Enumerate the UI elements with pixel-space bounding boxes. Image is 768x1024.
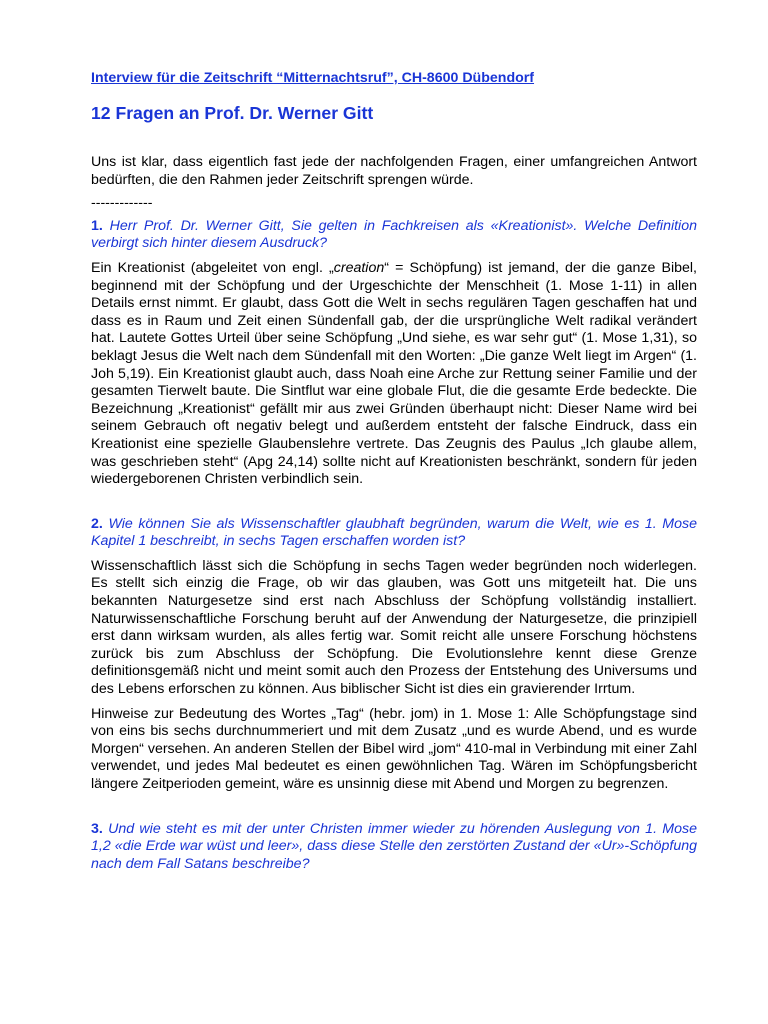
question-text: Wie können Sie als Wissenschaftler glaubhaft begründen, warum die Welt, wie es 1. Mose Kapitel 1 beschreibt, in sechs Tagen erschaffen worden ist?	[91, 515, 697, 550]
document-page	[91, 69, 697, 873]
question-text: Herr Prof. Dr. Werner Gitt, Sie gelten in Fachkreisen als «Kreationist». Welche Definition verbirgt sich hinter diesem Ausdruck?	[91, 217, 697, 252]
intro-paragraph: Uns ist klar, dass eigentlich fast jede der nachfolgenden Fragen, einer umfangreichen Antwort bedürften, die den Rahmen jeder Zeitschrift sprengen würde.	[91, 154, 697, 188]
interview-source-link[interactable]: Interview für die Zeitschrift “Mitternachtsruf”, CH-8600 Dübendorf	[91, 70, 535, 86]
answer-2: Wissenschaftlich lässt sich die Schöpfung in sechs Tagen weder begründen noch widerlegen. Es stellt sich einzig die Frage, ob wir das glauben, was Gott uns mitgeteilt hat. Die uns bekannten Naturgesetze sind erst nach Abschluss der Schöpfung vollständig installiert. Naturwissenschaftliche Forschung beruht auf der Anwendung der Naturgesetze, die prinzipiell erst dann wirksam wurden, als alles fertig war. Somit reicht alle unsere Forschung höchstens zurück bis zum Abschluss der Schöpfung. Die Evolutionslehre kennt diese Grenze definitionsgemäß nicht und meint somit auch den Prozess der Entstehung des Universums und des Lebens erforschen zu können. Aus biblischer Sicht ist dies ein gravierender Irrtum.	[91, 557, 697, 698]
answer-1-start: Ein Kreationist (abgeleitet von engl. „	[91, 259, 334, 276]
question-number: 2.	[91, 515, 103, 532]
question-2	[91, 516, 697, 551]
question-text: Und wie steht es mit der unter Christen immer wieder zu hörenden Auslegung von 1. Mose 1,2 «die Erde war wüst und leer», dass diese Stelle den zerstörten Zustand der «Ur»-Schöpfung nach dem Fall Satans beschreibe?	[91, 820, 697, 872]
answer-2-continued: Hinweise zur Bedeutung des Wortes „Tag“ (hebr. jom) in 1. Mose 1: Alle Schöpfungstage sind von eins bis sechs durchnummeriert und mit dem Zusatz „und es wurde Abend, und es wurde Morgen“ versehen. An anderen Stellen der Bibel wird „jom“ 410-mal in Verbindung mit einer Zahl verwendet, und jedes Mal bedeutet es einen gewöhnlichen Tag. Wären im Schöpfungsbericht längere Zeitperioden gemeint, wäre es unsinnig diese mit Abend und Morgen zu begrenzen.	[91, 705, 697, 792]
question-number: 3.	[91, 820, 103, 837]
answer-1-emphasis: creation	[333, 259, 385, 276]
section-divider: -------------	[91, 195, 153, 212]
question-1	[91, 218, 697, 253]
question-number: 1.	[91, 217, 103, 234]
question-3	[91, 821, 697, 874]
answer-1	[91, 260, 697, 489]
page-title: 12 Fragen an Prof. Dr. Werner Gitt	[91, 103, 374, 123]
answer-1-rest: “ = Schöpfung) ist jemand, der die ganze Bibel, beginnend mit der Schöpfung und der Urgeschichte der Menschheit (1. Mose 1-11) in allen Details ernst nimmt. Er glaubt, dass Gott die Welt in sechs regulären Tagen geschaffen hat und dass es in Raum und Zeit einen Sündenfall gab, der die ursprüngliche Welt radikal verändert hat. Lautete Gottes Urteil über seine Schöpfung „Und siehe, es war sehr gut“ (1. Mose 1,31), so beklagt Jesus die Welt nach dem Sündenfall mit den Worten: „Die ganze Welt liegt im Argen“ (1. Joh 5,19). Ein Kreationist glaubt auch, dass Noah eine Arche zur Rettung seiner Familie und der gesamten Tierwelt baute. Die Sintflut war eine globale Flut, die die gesamte Erde bedeckte. Die Bezeichnung „Kreationist“ gefällt mir aus zwei Gründen überhaupt nicht: Dieser Name wird bei seinem Gebrauch oft negativ belegt und außerdem entsteht der falsche Eindruck, dass ein Kreationist eine spezielle Glaubenslehre vertrete. Das Zeugnis des Paulus „Ich glaube allem, was geschrieben steht“ (Apg 24,14) sollte nicht auf Kreationisten beschränkt, sondern für jeden wiedergeborenen Christen verbindlich sein.	[91, 259, 697, 488]
